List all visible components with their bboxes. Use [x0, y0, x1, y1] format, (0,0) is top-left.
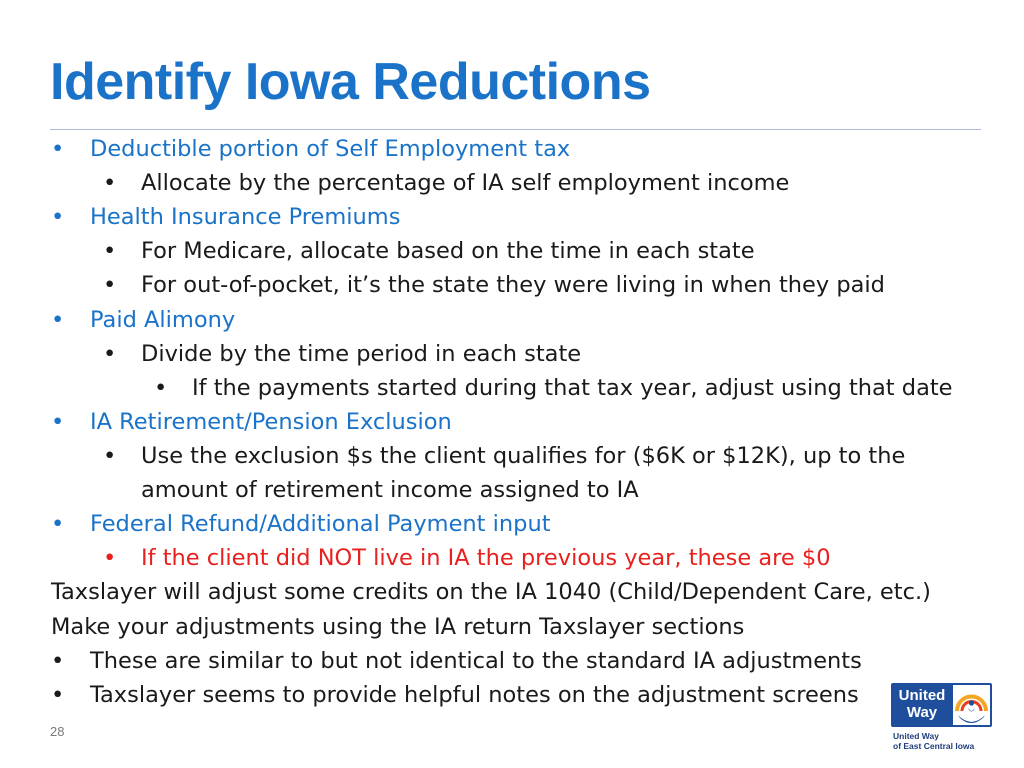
bullet-alimony-text: Paid Alimony — [90, 307, 236, 333]
sub-sub-bullet-text: If the payments started during that tax year, adjust using that date — [192, 375, 953, 401]
bullet-se-tax — [51, 132, 751, 166]
bullet-glyph: • — [103, 238, 117, 264]
logo-word-united: United — [898, 687, 946, 704]
sub-bullet-text-continued: amount of retirement income assigned to IA — [141, 477, 639, 503]
bullet-retirement — [51, 405, 751, 439]
sub-bullet-retirement-continuation — [103, 473, 903, 507]
bullet-glyph: • — [103, 443, 117, 469]
bullet-glyph: • — [103, 545, 117, 571]
bullet-glyph: • — [103, 272, 117, 298]
logo-caption-line1: United Way — [893, 731, 939, 741]
sub-bullet-health-medicare — [103, 234, 903, 268]
bullet-glyph: • — [154, 375, 168, 401]
sub-bullet-text: Divide by the time period in each state — [141, 341, 582, 367]
bullet-glyph: • — [51, 511, 65, 537]
slide-title: Identify Iowa Reductions — [50, 53, 651, 111]
note-text: Taxslayer will adjust some credits on the IA 1040 (Child/Dependent Care, etc.) — [51, 579, 931, 605]
bullet-health-text: Health Insurance Premiums — [90, 204, 401, 230]
bullet-glyph: • — [51, 204, 65, 230]
sub-bullet-text: For out-of-pocket, it’s the state they were living in when they paid — [141, 272, 885, 298]
sub-bullet-text: For Medicare, allocate based on the time in each state — [141, 238, 755, 264]
sub-bullet-text: If the client did NOT live in IA the previous year, these are $0 — [141, 545, 831, 571]
logo-caption-line2: of East Central Iowa — [893, 741, 975, 751]
note-bullet-helpful — [51, 678, 881, 712]
logo-word-way: Way — [906, 704, 938, 721]
sub-bullet-retirement-exclusion — [103, 439, 923, 473]
note-text: Make your adjustments using the IA return Taxslayer sections — [51, 614, 745, 640]
note-bullet-text: Taxslayer seems to provide helpful notes on the adjustment screens — [90, 682, 859, 708]
hand-rainbow-person-icon — [953, 685, 990, 725]
bullet-glyph: • — [103, 341, 117, 367]
bullet-refund — [51, 507, 751, 541]
note-adjustments — [51, 610, 951, 644]
sub-bullet-alimony-divide — [103, 337, 903, 371]
sub-bullet-health-oop — [103, 268, 923, 302]
bullet-glyph: • — [51, 307, 65, 333]
bullet-se-tax-text: Deductible portion of Self Employment tax — [90, 136, 571, 162]
bullet-alimony — [51, 303, 751, 337]
bullet-refund-text: Federal Refund/Additional Payment input — [90, 511, 551, 537]
bullet-glyph: • — [51, 409, 65, 435]
note-bullet-text: These are similar to but not identical to the standard IA adjustments — [90, 648, 862, 674]
sub-bullet-refund-warning — [103, 541, 903, 575]
bullet-retirement-text: IA Retirement/Pension Exclusion — [90, 409, 452, 435]
sub-bullet-text: Use the exclusion $s the client qualifies for ($6K or $12K), up to the — [141, 443, 906, 469]
sub-bullet-text: Allocate by the percentage of IA self employment income — [141, 170, 790, 196]
sub-bullet-se-tax-allocate — [103, 166, 903, 200]
bullet-glyph: • — [103, 170, 117, 196]
bullet-glyph: • — [51, 648, 65, 674]
sub-sub-bullet-alimony-start — [154, 371, 974, 405]
united-way-logo — [891, 683, 992, 727]
bullet-glyph: • — [51, 682, 65, 708]
bullet-health — [51, 200, 751, 234]
page-number: 28 — [50, 724, 65, 739]
note-credits — [51, 575, 971, 609]
bullet-glyph: • — [51, 136, 65, 162]
note-bullet-similar — [51, 644, 931, 678]
